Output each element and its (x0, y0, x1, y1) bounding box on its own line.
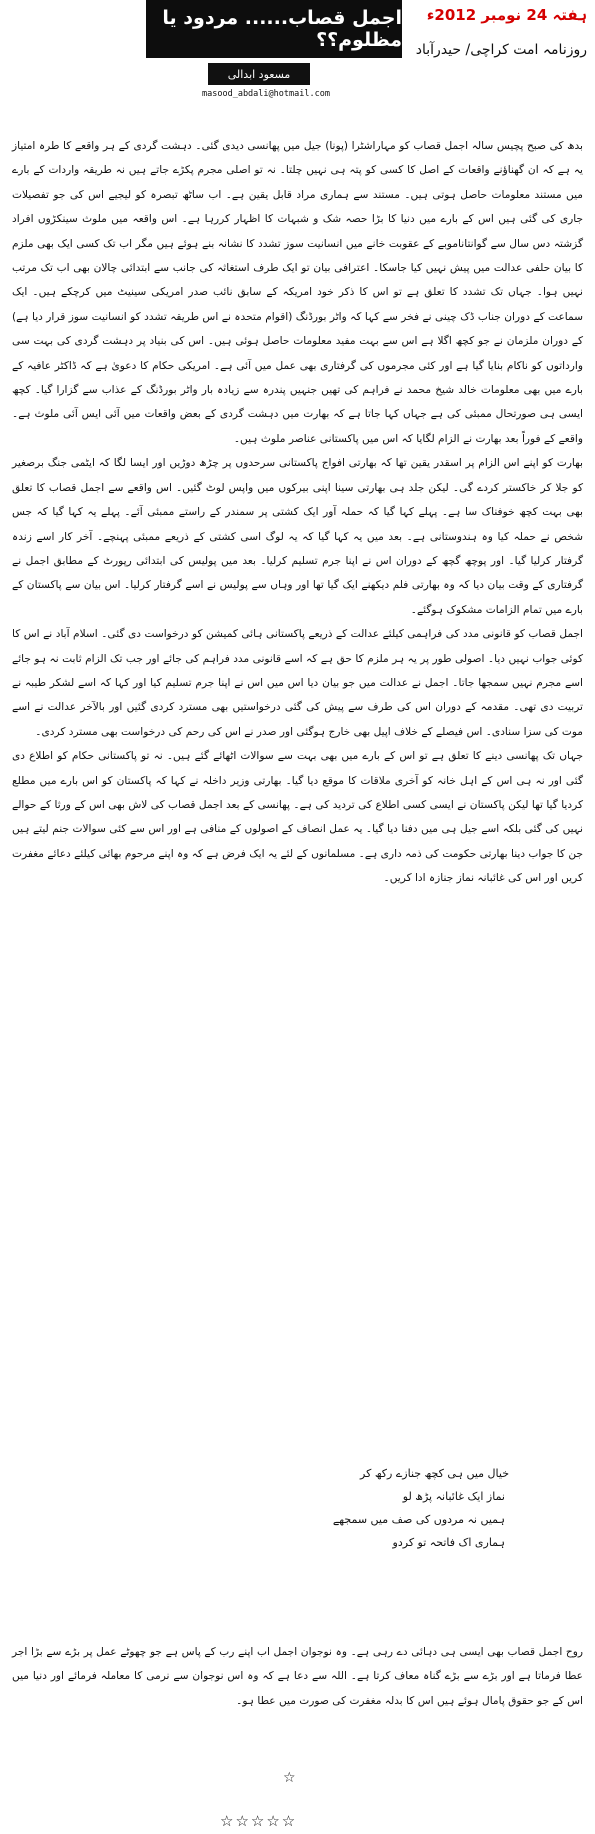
closing-paragraph: روح اجمل قصاب بھی ایسی ہی دہائی دے رہی ہے۔ وہ نوجوان اجمل اب اپنے رب کے پاس ہے جو چھوٹے عمل پر بڑے سے بڑا اجر عطا فرماتا ہے اور بڑے سے بڑے گناہ معاف کرتا ہے۔ اللہ سے دعا ہے کہ وہ اس نوجوان سے نرمی کا معاملہ فرمائے اور دنیا میں اس کے جو حقوق پامال ہوئے ہیں اس کا بدلہ مغفرت کی صورت میں عطا ہو۔ (12, 1646, 583, 1707)
author-name: مسعود ابدالی (208, 63, 310, 85)
star-row-divider: ☆☆☆☆☆ (220, 1812, 298, 1830)
poem-block (0, 1462, 595, 1554)
article-paragraph: بدھ کی صبح پچیس سالہ اجمل قصاب کو مہاراشٹرا (پونا) جیل میں پھانسی دیدی گئی۔ دہشت گردی کے ہر واقعے کا طرہ امتیاز یہ ہے کہ ان گھناؤنے واقعات کے اصل کا کسی کو پتہ ہی نہیں چلتا۔ نہ تو اصلی مجرم پکڑے جاتے ہیں نہ طریقہ واردات کے بارے میں مستند معلومات حاصل ہوتی ہیں۔ مستند سے ہماری مراد قابل یقین ہے۔ اب ساٹھ تبصرہ کو لیجیے اس کی جو تفصیلات جاری کی گئی ہیں اس کے بارے میں دنیا کا بڑا حصہ شک و شبہات کا اظہار کررہا ہے۔ اس واقعہ میں ملوث سینکڑوں افراد گزشتہ دس سال سے گوانتاناموبے کے عقوبت خانے میں انسانیت سوز تشدد کا نشانہ بنے ہوئے ہیں مگر اب تک کسی ایک بھی ملزم کا بیان حلفی عدالت میں پیش نہیں کیا جاسکا۔ اعترافی بیان تو ایک طرف استغاثہ کی جانب سے ابتدائی چالان بھی اب تک مرتب نہیں ہوا۔ جہاں تک تشدد کا تعلق ہے تو اس کا ذکر خود امریکہ کے سابق نائب صدر امریکی سینیٹ میں کرچکے ہیں۔ ایک سماعت کے دوران جناب ڈک چینی نے فخر سے کہا کہ واٹر بورڈنگ (اقوام متحدہ نے اس طریقہ تشدد کو انسانیت سوز قرار دیا ہے) کے دوران ملزمان نے جو کچھ اگلا ہے اس سے بہت مفید معلومات حاصل ہوئی ہیں۔ اس کی بنیاد پر دہشت گردی کی بہت سی وارداتوں کو ناکام بنایا گیا ہے اور کئی مجرموں کی گرفتاری بھی عمل میں آئی ہے۔ امریکی حکام کا دعویٰ ہے کہ ڈاکٹر عافیہ کے بارے میں بھی معلومات خالد شیخ محمد نے فراہم کی تھیں جنہیں پندرہ سے زیادہ بار واٹر بورڈنگ کے عذاب سے گزارا گیا۔ کچھ ایسی ہی صورتحال ممبئی کی ہے جہاں کہا جاتا ہے کہ بھارت میں دہشت گردی کے بعض واقعات میں آئی ایس آئی ملوث ہے۔ واقعے کے فوراً بعد بھارت نے الزام لگایا کہ اس میں پاکستانی عناصر ملوث ہیں۔ (12, 140, 583, 445)
article-paragraph: جہاں تک پھانسی دینے کا تعلق ہے تو اس کے بارے میں بھی بہت سے سوالات اٹھائے گئے ہیں۔ نہ تو پاکستانی حکام کو اطلاع دی گئی اور نہ ہی اس کے اہل خانہ کو آخری ملاقات کا موقع دیا گیا۔ بھارتی وزیر داخلہ نے کہا کہ پاکستان کو اس بارے میں مطلع کردیا گیا تھا لیکن پاکستان نے ایسی کسی اطلاع کی تردید کی ہے۔ پھانسی کے بعد اجمل قصاب کی لاش بھی اس کے ورثا کے حوالے نہیں کی گئی بلکہ اسے جیل ہی میں دفنا دیا گیا۔ یہ عمل انصاف کے اصولوں کے منافی ہے اور اس سے کئی سوالات جنم لیتے ہیں جن کا جواب دینا بھارتی حکومت کی ذمہ داری ہے۔ مسلمانوں کے لئے یہ ایک فرض ہے کہ وہ اپنے مرحوم بھائی کیلئے دعائے مغفرت کریں اور اس کی غائبانہ نماز جنازہ ادا کریں۔ (12, 750, 583, 885)
article-header (0, 0, 595, 120)
publication-date: ہفتہ 24 نومبر 2012ء (426, 6, 587, 24)
article-paragraph: اجمل قصاب کو قانونی مدد کی فراہمی کیلئے عدالت کے ذریعے پاکستانی ہائی کمیشن کو درخواست دی گئی۔ اسلام آباد نے اس کا کوئی جواب نہیں دیا۔ اصولی طور پر یہ ہر ملزم کا حق ہے کہ اسے قانونی مدد فراہم کی جائے اور جب تک الزام ثابت نہ ہو جائے اسے مجرم نہیں سمجھا جاتا۔ اجمل نے عدالت میں جو بیان دیا اس میں اس نے اپنا جرم تسلیم کیا اور کہا کہ اسے لشکر طیبہ نے تربیت دی تھی۔ مقدمہ کے دوران اس کی طرف سے پیش کی گئی درخواستیں بھی مسترد کردی گئیں اور بالآخر عدالت نے اسے موت کی سزا سنادی۔ اس فیصلے کے خلاف اپیل بھی خارج ہوگئی اور صدر نے اس کی رحم کی درخواست بھی مسترد کردی۔ (12, 628, 583, 738)
article-title: اجمل قصاب...... مردود یا مظلوم؟؟ (146, 0, 402, 58)
author-email: masood_abdali@hotmail.com (202, 89, 330, 99)
poem-line: نماز ایک غائبانہ پڑھ لو (402, 1490, 505, 1503)
article-paragraph: بھارت کو اپنے اس الزام پر اسقدر یقین تھا کہ بھارتی افواج پاکستانی سرحدوں پر چڑھ دوڑیں اور ایسا لگا کہ ایٹمی جنگ برصغیر کو جلا کر خاکستر کردے گی۔ لیکن جلد ہی بھارتی سینا اپنی بیرکوں میں واپس لوٹ گئیں۔ اس واقعے سے اجمل قصاب کا تعلق بھی بہت کچھ خوفناک سا ہے۔ پہلے کہا گیا کہ حملہ آور ایک کشتی پر سمندر کے راستے ممبئی آئے۔ پہلے یہ کہا گیا کہ جس شخص نے حملہ کیا وہ ہندوستانی ہے۔ بعد میں یہ کہا گیا کہ یہ لوگ اسی کشتی کے ذریعے ممبئی پہنچے۔ آخر کار اسے زندہ گرفتار کرلیا گیا۔ اور پوچھ گچھ کے دوران اس نے اپنا جرم تسلیم کرلیا۔ بعد میں پولیس کی ابتدائی رپورٹ کے مطابق اجمل نے گرفتاری کے وقت بیان دیا کہ وہ بھارتی فلم دیکھنے ایک گیا تھا اور وہاں سے پولیس نے اسے گرفتار کرلیا۔ اس بیان سے پاکستان کے بارے میں تمام الزامات مشکوک ہوگئے۔ (12, 457, 583, 616)
poem-intro: خیال میں ہی کچھ جنازے رکھ کر (360, 1467, 509, 1480)
poem-line: ہمیں نہ مردوں کی صف میں سمجھے (332, 1513, 505, 1526)
article-body (12, 134, 583, 891)
publication-source: روزنامہ امت کراچی/ حیدرآباد (415, 42, 587, 58)
star-icon: ☆ (283, 1770, 296, 1786)
poem-line: ہماری اک فاتحہ تو کردو (392, 1536, 505, 1549)
